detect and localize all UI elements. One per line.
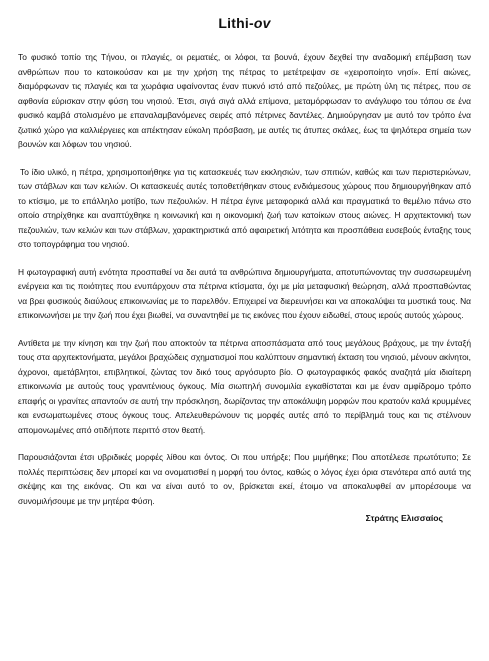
signature: Στράτης Ελισσαίος [365,513,443,523]
paragraph-4: Αντίθετα με την κίνηση και την ζωή που αποκτούν τα πέτρινα αποσπάσματα από τους μεγάλους βράχους, με την ένταξή τους στα αρχιτεκτονήματα, μεγάλοι βραχώδεις σχηματισμοί που καλύπτουν σημαντική έκταση του νησιού, μένουν ακίνητοι, άχρονοι, αμετάβλητοι, επιβλητικοί, ζώντας τον δικό τους αργόσυρτο βίο. Ο φωτογραφικός φακός αναζητά μία ιδιαίτερη επικοινωνία με αυτούς τους γρανιτένιους όγκους. Μία σιωπηλή συνομιλία εγκαθίσταται και με έναν αμφίδρομο τρόπο επαφής οι γρανίτες απαντούν σε αυτή την πρόσκληση, δωρίζοντας την αποκάλυψη μορφών που κρατούν καλά κρυμμένες και ενσωματωμένες στους όγκους τους. Απελευθερώνουν τις μορφές αυτές από το περίβλημά τους και τις στέλνουν απομονωμένες από οτιδήποτε περιττό στον θεατή. [18,337,471,435]
title-main: Lithi- [218,15,254,31]
document-title [18,14,471,32]
title-suffix: ov [253,15,271,31]
paragraph-3: Η φωτογραφική αυτή ενότητα προσπαθεί να δει αυτά τα ανθρώπινα δημιουργήματα, αποτυπώνοντας την συσσωρευμένη ενέργεια και τις ποιότητες που ενυπάρχουν στα πέτρινα κτίσματα, όχι με μία μεταφυσική θεώρηση, αλλά προσπαθώντας να βρει φυσικούς διαύλους επικοινωνίας με το παρελθόν. Επιχειρεί να διερευνήσει και να αποκαλύψει τα μυστικά τους. Να επικοινωνήσει με την ζωή που έχει βιωθεί, να συναντηθεί με τις εικόνες που έχουν ειδωθεί, στους ιερούς αυτούς χώρους. [18,266,471,320]
paragraph-5: Παρουσιάζονται έτσι υβριδικές μορφές λίθου και όντος. Οι που υπήρξε; Που μιμήθηκε; Που αποτέλεσε πρωτότυπο; Σε πολλές περιπτώσεις δεν μπορεί και να ονοματισθεί η μορφή του όντος, καθώς ο λόγος έχει όρια στενότερα από αυτά της σκέψης και της εικόνας. Οτι και να είναι αυτό το ον, βρίσκεται εκεί, έτοιμο να αποκαλυφθεί αν μπορέσουμε να συνομιλήσουμε με την μητέρα Φύση. [18,452,471,506]
paragraph-1: Το φυσικό τοπίο της Τήνου, οι πλαγιές, οι ρεματιές, οι λόφοι, τα βουνά, έχουν δεχθεί την αναδομική επέμβαση των ανθρώπων που το κατοικούσαν και με την χρήση της πέτρας το μετέτρεψαν σε «χειροποίητο νησί». Επί αιώνες, διαμόρφωναν τις πλαγιές και τα χωράφια υφαίνοντας έναν πυκνό ιστό από πεζούλες, με πρώτη ύλη τις πέτρες, που σε αφθονία εύρισκαν στην φύση του νησιού. Έτσι, σιγά σιγά αλλά επίμονα, μεταμόρφωσαν το ανάγλυφο του τόπου σε ένα φυσικό καμβά στολισμένο με επαναλαμβανόμενες σειρές από πέτρινες δαντέλες. Δημιούργησαν με αυτό τον τρόπο ένα ζωτικό χώρο για καλλιέργειες και απέκτησαν εύκολη πρόσβαση, με αυτές τις άτυπες σκάλες, έως τα ψηλότερα σημεία των βουνών και λόφων του νησιού. [18,52,471,149]
paragraph-2: Το ίδιο υλικό, η πέτρα, χρησιμοποιήθηκε για τις κατασκευές των εκκλησιών, των σπιτιών, καθώς και των περιστεριώνων, των στάβλων και των κελιών. Οι κατασκευές αυτές τοποθετήθηκαν στους ενδιάμεσους χώρους που δημιουργήθηκαν από το κτίσιμο, με το επάλληλο μοτίβο, των πεζουλιών. Η πέτρα έγινε μεταφορικά αλλά και πραγματικά το θεμέλιο πάνω στο οποίο στηρίχθηκε και αναπτύχθηκε η κοινωνική και η οικονομική ζωή των κατοίκων στους αιώνες. Η αρχιτεκτονική των πεζουλιών, των κελιών και των στάβλων, χαρακτηριστικά από αφαιρετική λιτότητα και προσπάθεια ευσεβούς ένταξης τους στο τοπογράφημα του νησιού. [18,166,471,249]
